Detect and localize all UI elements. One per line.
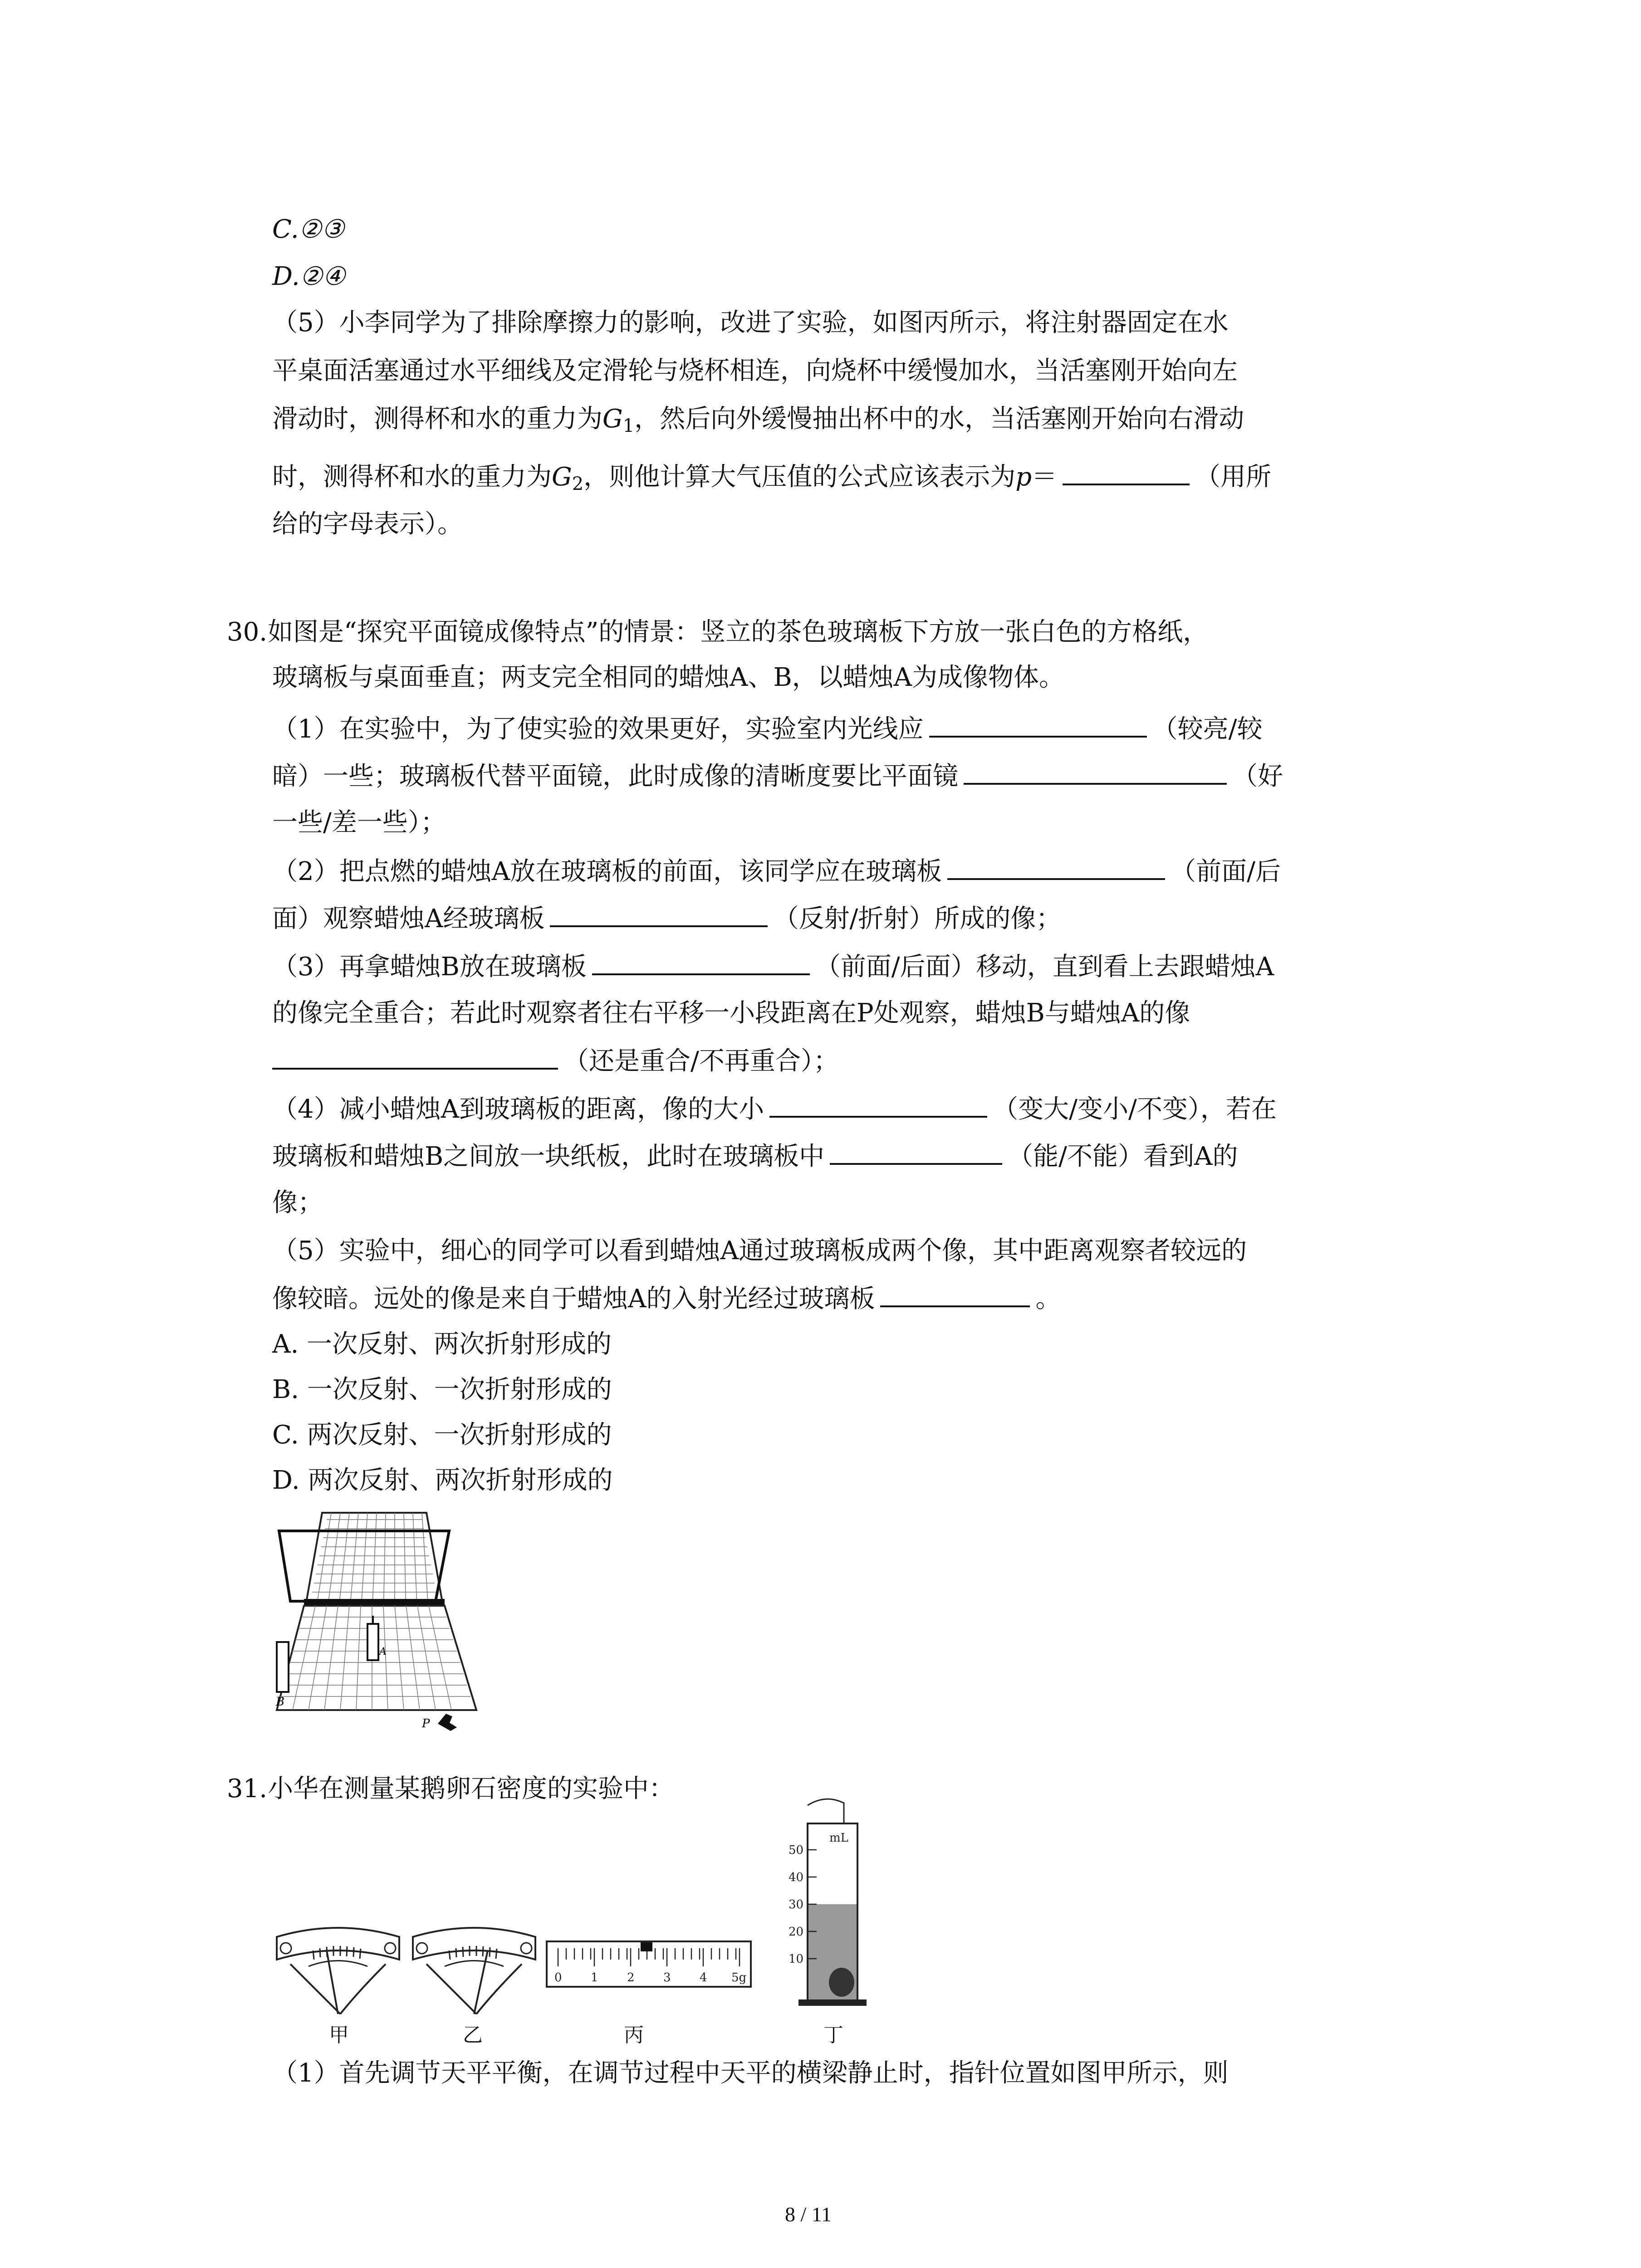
- balance-dial-yi: [408, 1923, 540, 2019]
- q30-p4-line2: 玻璃板和蜡烛B之间放一块纸板，此时在玻璃板中 （能/不能）看到A的: [272, 1139, 1238, 1173]
- q29-part5-line2: 平桌面活塞通过水平细线及定滑轮与烧杯相连，向烧杯中缓慢加水，当活塞刚开始向左: [272, 356, 1238, 386]
- q30-stem-line2: 玻璃板与桌面垂直；两支完全相同的蜡烛A、B，以蜡烛A为成像物体。: [272, 663, 1065, 692]
- beam-ruler-bing: [544, 1937, 753, 1991]
- page-number: 8 / 11: [785, 2203, 832, 2226]
- answer-blank[interactable]: [769, 1092, 987, 1118]
- candle-a: [367, 1624, 378, 1660]
- q30-option-d: D. 两次反射、两次折射形成的: [272, 1466, 613, 1495]
- ruler-tick-label: 2: [627, 1971, 635, 1984]
- q30-p3-line1: （3）再拿蜡烛B放在玻璃板 （前面/后面）移动，直到看上去跟蜡烛A: [272, 950, 1274, 983]
- q30-option-b: B. 一次反射、一次折射形成的: [272, 1375, 612, 1404]
- q30-p4-line3: 像；: [272, 1188, 323, 1217]
- q30-p1-line2: 暗）一些；玻璃板代替平面镜，此时成像的清晰度要比平面镜 （好: [272, 759, 1283, 793]
- cylinder-tick-label: 20: [789, 1925, 804, 1939]
- q30-stem-line1: 30.如图是“探究平面镜成像特点”的情景：竖立的茶色玻璃板下方放一张白色的方格纸，: [227, 616, 1208, 649]
- q31-p1-line1: （1）首先调节天平平衡，在调节过程中天平的横梁静止时，指针位置如图甲所示，则: [272, 2058, 1229, 2088]
- q31-stem: 31.小华在测量某鹅卵石密度的实验中：: [227, 1773, 674, 1805]
- q30-p3-line2: 的像完全重合；若此时观察者往右平移一小段距离在P处观察，蜡烛B与蜡烛A的像: [272, 998, 1190, 1028]
- pebble: [829, 1968, 854, 1997]
- q30-p2-line2: 面）观察蜡烛A经玻璃板 （反射/折射）所成的像；: [272, 902, 1061, 935]
- eye-icon: [438, 1714, 457, 1731]
- ruler-tick-label: 1: [591, 1971, 598, 1984]
- cylinder-tick-label: 40: [789, 1871, 804, 1884]
- q29-part5-line4: 时，测得杯和水的重力为$G_2$，则他计算大气压值的公式应该表示为p＝ （用所: [272, 460, 1271, 500]
- ruler-tick-label: 4: [700, 1971, 707, 1984]
- cylinder-unit: mL: [829, 1831, 848, 1845]
- question-number: 31.: [227, 1774, 268, 1804]
- answer-blank[interactable]: [929, 712, 1147, 738]
- balance-dial-jia: [272, 1923, 404, 2019]
- candle-b: [277, 1642, 289, 1692]
- cylinder-tick-label: 10: [789, 1952, 804, 1966]
- caption-jia: 甲: [329, 2024, 349, 2047]
- q29-part5-line5: 给的字母表示）。: [272, 509, 463, 539]
- answer-blank[interactable]: [272, 1044, 558, 1070]
- caption-yi: 乙: [463, 2024, 483, 2047]
- answer-blank[interactable]: [964, 759, 1227, 785]
- ruler-tick-label: 5g: [731, 1971, 747, 1984]
- q30-p1-line3: 一些/差一些）；: [272, 808, 446, 837]
- label-p: P: [422, 1717, 430, 1730]
- cylinder-tick-label: 30: [789, 1898, 804, 1911]
- q30-p2-line1: （2）把点燃的蜡烛A放在玻璃板的前面，该同学应在玻璃板 （前面/后: [272, 855, 1281, 888]
- ruler-tick-label: 3: [663, 1971, 671, 1984]
- answer-blank[interactable]: [592, 950, 810, 975]
- pointer: [327, 1950, 338, 2014]
- cylinder-tick-label: 50: [789, 1843, 804, 1857]
- q29-option-d: D.②④: [272, 262, 346, 291]
- caption-bing: 丙: [624, 2024, 644, 2047]
- q30-p3-line3: （还是重合/不再重合）；: [272, 1044, 839, 1078]
- label-a: A: [379, 1646, 387, 1657]
- ruler-tick-label: 0: [554, 1971, 562, 1984]
- q30-option-a: A. 一次反射、两次折射形成的: [272, 1330, 612, 1359]
- caption-ding: 丁: [823, 2024, 843, 2047]
- question-number: 30.: [227, 617, 268, 647]
- answer-blank[interactable]: [830, 1139, 1002, 1165]
- pointer: [474, 1950, 488, 2014]
- q30-p5-line1: （5）实验中，细心的同学可以看到蜡烛A通过玻璃板成两个像，其中距离观察者较远的: [272, 1236, 1247, 1266]
- answer-blank[interactable]: [880, 1282, 1030, 1307]
- q29-option-c: C.②③: [272, 215, 345, 244]
- plane-mirror-figure: [272, 1510, 508, 1737]
- q29-part5-line3: 滑动时，测得杯和水的重力为$G_1$，然后向外缓慢抽出杯中的水，当活塞刚开始向右滑动: [272, 404, 1244, 436]
- rider-weight: [641, 1942, 652, 1951]
- answer-blank[interactable]: [550, 902, 768, 927]
- label-b: B: [276, 1695, 285, 1709]
- answer-blank[interactable]: [947, 855, 1165, 880]
- q30-p1-line1: （1）在实验中，为了使实验的效果更好，实验室内光线应 （较亮/较: [272, 712, 1263, 746]
- q30-p4-line1: （4）减小蜡烛A到玻璃板的距离，像的大小 （变大/变小/不变），若在: [272, 1092, 1277, 1126]
- graduated-cylinder-ding: [780, 1796, 885, 2014]
- q29-part5-line1: （5）小李同学为了排除摩擦力的影响，改进了实验，如图丙所示，将注射器固定在水: [272, 308, 1229, 337]
- q30-option-c: C. 两次反射、一次折射形成的: [272, 1420, 612, 1450]
- q30-p5-line2: 像较暗。远处的像是来自于蜡烛A的入射光经过玻璃板 。: [272, 1282, 1061, 1315]
- answer-blank[interactable]: [1063, 460, 1190, 485]
- glass-base: [304, 1599, 445, 1605]
